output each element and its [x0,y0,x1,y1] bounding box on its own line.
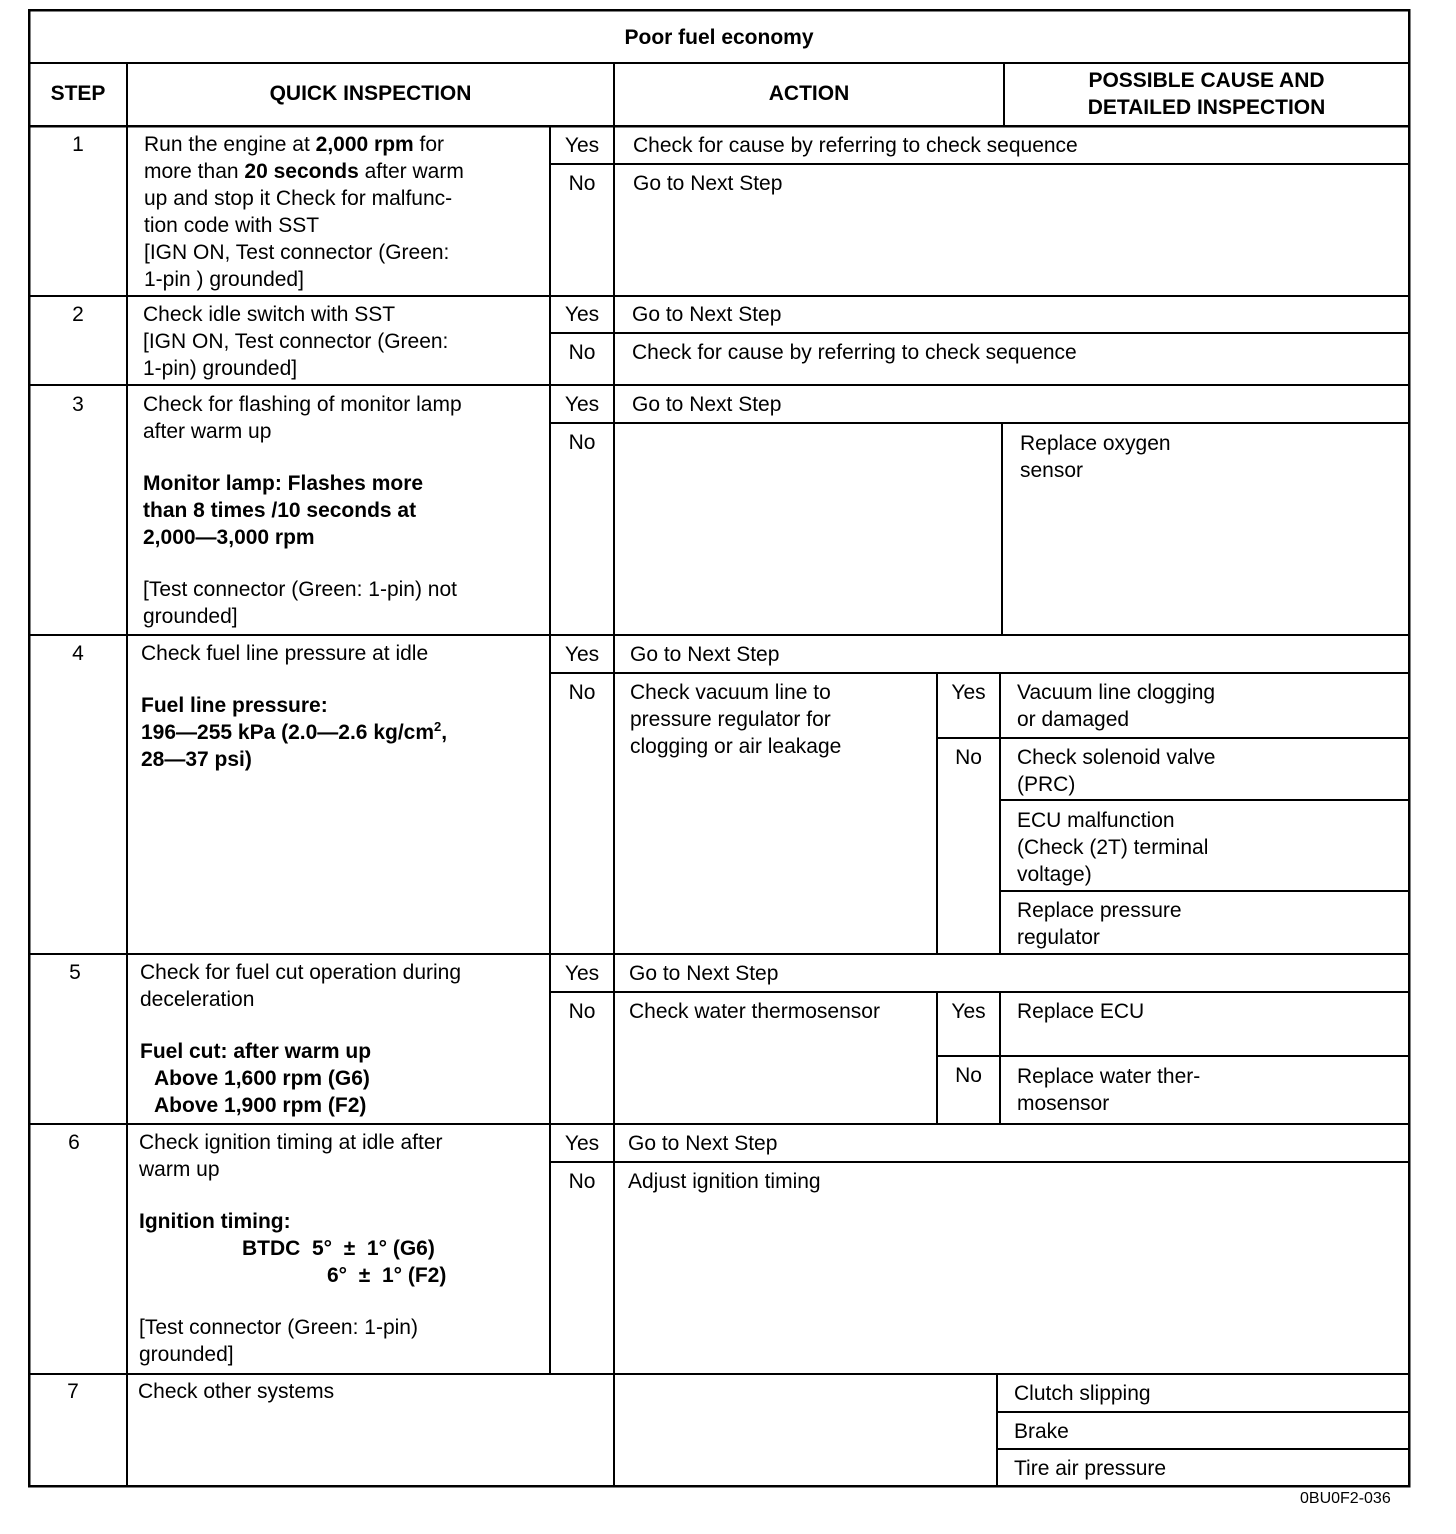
step-1-seconds: 20 seconds [244,160,359,183]
step-4-cause-3-line-1: ECU malfunction [1017,809,1175,832]
step-3-line-2: after warm up [143,420,272,443]
step-1-line-2 [144,158,464,185]
step-4-sub-no: No [955,746,982,769]
step-6-yes: Yes [564,1132,600,1155]
header-cause-line-1: POSSIBLE CAUSE AND [1088,69,1325,92]
step-5-sub-yes: Yes [951,1000,986,1023]
step-1-line-5: [IGN ON, Test connector (Green: [144,241,450,264]
step-4-no-action [630,679,841,760]
step-3-line-4: grounded] [143,605,238,628]
step-7-cause-3: Tire air pressure [1014,1457,1167,1480]
step-5-cause-2 [1017,1063,1200,1117]
step-3-spec-2: than 8 times /10 seconds at [143,499,417,522]
step-5-no: No [568,1000,596,1023]
step-4-cause-4 [1017,897,1182,951]
step-6-inspection [139,1129,446,1368]
step-3-cause-line-1: Replace oxygen [1020,432,1171,455]
header-quick-inspection: QUICK INSPECTION [269,82,472,105]
step-5-cause-2-line-2: mosensor [1017,1092,1110,1115]
step-4-cause-1-line-2: or damaged [1017,708,1130,731]
step-1-line-2-a: more than [144,160,245,183]
step-4-cause-3-line-3: voltage) [1017,863,1092,886]
step-1-line-3: up and stop it Check for malfunc- [144,187,453,210]
step-4-yes: Yes [564,643,600,666]
step-4-cause-4-line-1: Replace pressure [1017,899,1182,922]
step-4-action-line-1: Check vacuum line to [630,681,831,704]
step-5-no-action: Check water thermosensor [629,1000,880,1023]
step-6-no: No [568,1170,596,1193]
step-2-yes-action: Go to Next Step [632,303,782,326]
step-4-cause-2-line-2: (PRC) [1017,773,1076,796]
step-1-no: No [568,172,596,195]
step-6-spec-1: Ignition timing: [139,1210,291,1233]
step-1-line-1-c: for [413,133,445,156]
step-6-yes-action: Go to Next Step [628,1132,778,1155]
step-2-line-2: [IGN ON, Test connector (Green: [143,330,449,353]
step-5-inspection [140,959,461,1119]
step-1-yes: Yes [564,134,600,157]
step-1-line-2-c: after warm [358,160,464,183]
step-2-no-action: Check for cause by referring to check sequence [632,341,1077,364]
step-2-line-3: 1-pin) grounded] [143,357,298,380]
step-2-number: 2 [72,303,84,326]
step-6-line-1: Check ignition timing at idle after [139,1131,443,1154]
step-6-spec-2: BTDC 5° ± 1° (G6) [242,1237,435,1260]
step-4-spec-2-b: , [441,721,448,744]
step-5-number: 5 [69,961,81,984]
step-5-line-1: Check for fuel cut operation during [140,961,462,984]
step-4-cause-1-line-1: Vacuum line clogging [1017,681,1216,704]
step-3-cause [1020,430,1171,484]
step-5-line-2: deceleration [140,988,255,1011]
step-1-inspection [144,131,464,293]
step-6-line-2: warm up [139,1158,220,1181]
step-2-no: No [568,341,596,364]
step-3-line-3: [Test connector (Green: 1-pin) not [143,578,457,601]
step-5-yes-action: Go to Next Step [629,962,779,985]
step-7-cause-1: Clutch slipping [1014,1382,1151,1405]
step-4-cause-4-line-2: regulator [1017,926,1100,949]
header-cause-line-2: DETAILED INSPECTION [1087,96,1326,119]
step-4-cause-1 [1017,679,1215,733]
step-6-line-3: [Test connector (Green: 1-pin) [139,1316,418,1339]
step-1-number: 1 [72,133,84,156]
step-3-line-1: Check for flashing of monitor lamp [143,393,462,416]
step-2-yes: Yes [564,303,600,326]
step-4-spec-3: 28—37 psi) [141,748,252,771]
step-1-line-1 [144,131,464,158]
step-4-yes-action: Go to Next Step [630,643,780,666]
table-title: Poor fuel economy [624,26,814,49]
step-4-no: No [568,681,596,704]
step-4-spec-2-a: 196—255 kPa (2.0—2.6 kg/cm [141,721,435,744]
step-1-yes-action: Check for cause by referring to check sequence [633,134,1078,157]
step-4-cause-2-line-1: Check solenoid valve [1017,746,1216,769]
step-4-action-line-3: clogging or air leakage [630,735,842,758]
step-3-number: 3 [72,393,84,416]
step-3-spec-1: Monitor lamp: Flashes more [143,472,424,495]
step-7-inspection: Check other systems [138,1380,335,1403]
step-3-yes: Yes [564,393,600,416]
step-5-sub-no: No [955,1064,982,1087]
step-5-spec-2: Above 1,600 rpm (G6) [154,1067,370,1090]
step-6-number: 6 [68,1131,80,1154]
header-action: ACTION [768,82,850,105]
step-3-cause-line-2: sensor [1020,459,1084,482]
step-5-cause-2-line-1: Replace water ther- [1017,1065,1201,1088]
step-3-yes-action: Go to Next Step [632,393,782,416]
step-6-spec-3: 6° ± 1° (F2) [327,1264,447,1287]
step-1-rpm: 2,000 rpm [315,133,414,156]
step-5-yes: Yes [564,962,600,985]
step-4-spec-1: Fuel line pressure: [141,694,328,717]
step-5-spec-3: Above 1,900 rpm (F2) [154,1094,367,1117]
step-3-spec-3: 2,000—3,000 rpm [143,526,315,549]
step-5-spec-1: Fuel cut: after warm up [140,1040,372,1063]
step-4-number: 4 [72,642,84,665]
step-4-spec-2 [141,719,447,746]
step-1-no-action: Go to Next Step [633,172,783,195]
step-4-cause-2 [1017,744,1215,798]
step-4-inspection [141,640,447,773]
step-2-inspection [143,301,448,382]
step-3-inspection [143,391,462,630]
step-7-cause-2: Brake [1014,1420,1069,1443]
header-possible-cause [1004,67,1409,121]
step-4-action-line-2: pressure regulator for [630,708,831,731]
step-1-line-6: 1-pin ) grounded] [144,268,304,291]
header-step: STEP [50,82,106,105]
step-1-line-4: tion code with SST [144,214,320,237]
step-5-cause-1: Replace ECU [1017,1000,1145,1023]
step-4-sub-yes: Yes [951,681,986,704]
step-3-no: No [568,431,596,454]
step-6-line-4: grounded] [139,1343,234,1366]
step-7-number: 7 [67,1380,79,1403]
step-4-line-1: Check fuel line pressure at idle [141,642,429,665]
step-6-no-action: Adjust ignition timing [628,1170,821,1193]
figure-code: 0BU0F2-036 [1300,1490,1391,1507]
step-2-line-1: Check idle switch with SST [143,303,396,326]
step-1-line-1-a: Run the engine at [144,133,316,156]
step-4-cause-3-line-2: (Check (2T) terminal [1017,836,1209,859]
step-4-cause-3 [1017,807,1208,888]
step-4-spec-2-sup: 2 [434,719,442,734]
